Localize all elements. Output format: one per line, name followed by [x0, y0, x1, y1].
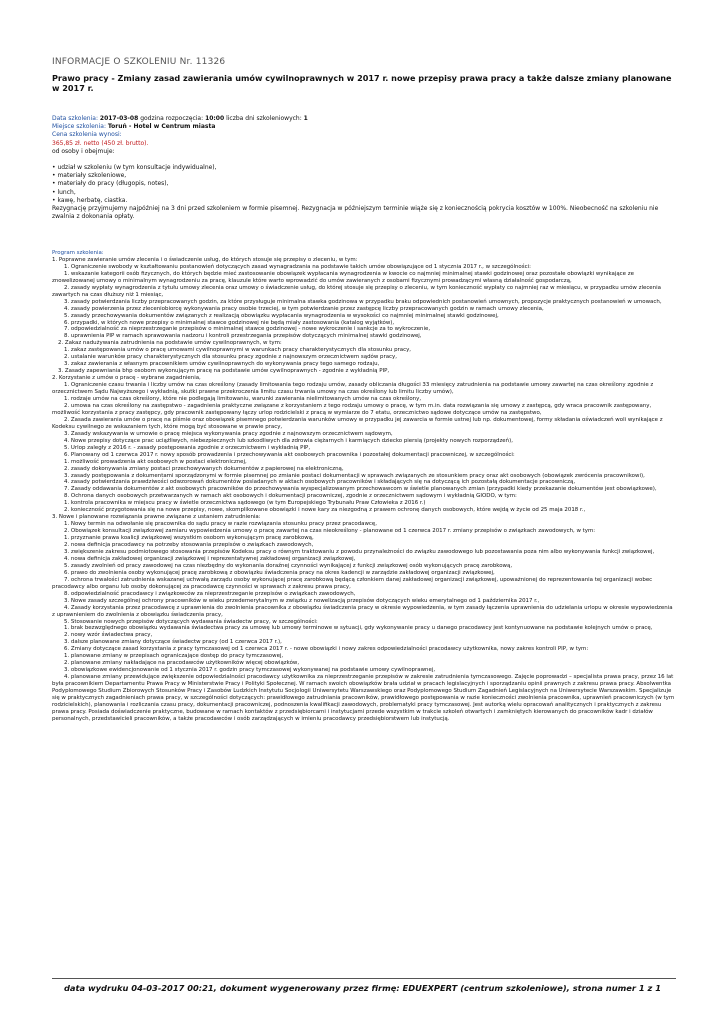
program-line: 8. Ochrona danych osobowych przetwarzanych w ramach akt osobowych i dokumentacji pracowniczej, zgodnie z orzecznictwem sądowym i wykładnią GIODO, w tym: [64, 493, 517, 500]
program-line: 2. nowy wzór świadectwa pracy, [64, 632, 153, 639]
print-footer: data wydruku 04-03-2017 00:21, dokument wygenerowany przez firmę: EDUEXPERT (centrum szkoleniowe), strona numer 1 z 1 [63, 983, 661, 993]
program-line: 1. Ograniczenie swobody w kształtowaniu postanowień dotyczących zasad wynagradzania na podstawie takich umów obowiązujące od 1 stycznia 2017 r., w szczególności: [64, 263, 531, 270]
program-line: 2. umowa na czas określony na zastępstwo - zagadnienia praktyczne związane z korzystaniem z tego rodzaju umowy o pracę, w tym m.in. data rozwiązania się umowy z zastępcą, gdy wraca pracownik zastępowany, możliwość korzystania z pracy zastępcy, gdy pracownik zastępowany łączy urlop rodzicielski z pracą w wymiarze do 7 etatu, orzecznictwo sądowe dotyczące umów na zastępstwo, [52, 402, 652, 416]
program-line: 2. planowane zmiany nakładające na pracodawców użytkowników więcej obowiązków, [64, 660, 300, 667]
place-label: Miejsce szkolenia: [52, 123, 106, 131]
cancellation-policy: Rezygnację przyjmujemy najpóźniej na 3 dni przed szkoleniem w formie pisemnej. Rezygnacja w późniejszym terminie wiąże się z koniecznością pokrycia kosztów w 100%. Nieobecność na szkoleniu nie zwalnia z dokonania opłaty. [52, 205, 659, 221]
program-line: 8. odpowiedzialność pracodawcy i związkowców za nieprzestrzeganie przepisów o związkach zawodowych, [64, 590, 356, 597]
program-line: 5. Stosowanie nowych przepisów dotyczących wydawania świadectw pracy, w szczególności: [64, 618, 318, 625]
program-line: 2. zasady dokonywania zmiany postaci przechowywanych dokumentów z papierowej na elektroniczną, [64, 465, 344, 472]
program-line: 7. odpowiedzialność za nieprzestrzeganie przepisów o minimalnej stawce godzinowej - nowe wykroczenie i sankcje za to wykroczenie, [64, 326, 431, 333]
program-line: 4. planowane zmiany przewidujące zwiększenie odpowiedzialności pracodawcy użytkownika za nieprzestrzeganie przepisów w zakresie zatrudnienia tymczasowego. Zajęcie poprowadzi – specjalista prawa pracy, przez 16 lat była pracownikiem Departamentu Prawa Pracy w Ministerstwie Pracy i Polityki Społecznej. W ramach swoich obowiązków brała udział w pracach legislacyjnych i sporządzaniu opinii prawnych z zakresu prawa pracy. Absolwentka Podyplomowego Studium Zbiorowych Stosunków Pracy i Zasobów Ludzkich Instytutu Socjologii Uniwersytetu Warszawskiego oraz Podyplomowego Studium Zagadnień Legislacyjnych na Uniwersytecie Warszawskim. Specjalizuje się w praktycznych zagadnieniach prawa pracy, w szczególności dotyczących: prawidłowego zatrudniania pracowników, prawidłowego postępowania w razie konieczności zwolnienia pracownika, uprawnień pracowniczych (w tym rodzicielskich), planowania i rozliczania czasu pracy, dokumentacji pracowniczej, podnoszenia kwalifikacji zawodowych, problematyki pracy tymczasowej. Jest autorką wielu opracowań analitycznych i praktycznych z zakresu prawa pracy. Posiada doświadczenie praktyczne, budowane w ramach kontaktów z przedsiębiorcami i instytucjami przede wszystkim w trakcie szkoleń otwartych i zamkniętych kierowanych do pracowników kadr i działów personalnych, przedstawicieli pracowników, a także pracodawców i osób zarządzających w imieniu pracodawcy przedsiębiorstwem lub instytucją. [52, 674, 675, 722]
program-line: 4. zasady powierzenia przez zleceniobiorcę wykonywania pracy osobie trzeciej, w tym potwierdzanie przez zastępcę liczby przepracowanych godzin w ramach umowy zlecenia, [64, 305, 544, 312]
program-line: 7. ochrona trwałości zatrudnienia wskazanej uchwałą zarządu osoby wykonującej pracę zarobkową będącą członkiem danej zakładowej organizacji związkowej, upoważnionej do reprezentowania tej organizacji wobec pracodawcy albo organu lub osoby dokonującej za pracodawcę czynności w sprawach z zakresu prawa pracy, [52, 576, 653, 590]
place-value: Toruń - Hotel w Centrum miasta [107, 123, 216, 131]
program-line: 3. zasady potwierdzania liczby przepracowanych godzin, za które przysługuje minimalna stawka godzinowa w przypadku braku odpowiednich postanowień umownych, propozycje praktycznych postanowień w umowach, [64, 298, 662, 305]
program-line: 5. Urlop zaległy z 2016 r. - zasady postępowania zgodnie z orzecznictwem i wykładnią PIP, [64, 444, 311, 451]
price-label: Cena szkolenia wynosi: [52, 131, 122, 139]
program-line: 6. Planowany od 1 czerwca 2017 r. nowy sposób prowadzenia i przechowywania akt osobowych pracownika i pozostałej dokumentacji pracowniczej, w szczególności: [64, 451, 515, 458]
program-line: 1. Ograniczenie czasu trwania i liczby umów na czas określony (zasady limitowania tego rodzaju umów, zasady obliczania długości 33 miesięcy zatrudnienia na podstawie umowy zawartej na czas określony zgodnie z orzecznictwem Sądu Najwyższego i wykładnią, skutki prawne przekroczenia limitu czasu trwania umowy na czas określony lub limitu liczby umów), [52, 382, 654, 396]
program-line: 3. zasady postępowania z dokumentami sporządzonymi w formie pisemnej po zmianie postaci dokumentacji w sprawach związanych ze stosunkiem pracy oraz akt osobowych (obowiązek zwrócenia pracownikowi), [64, 472, 645, 479]
program-line: 2. Zakaz nadużywania zatrudnienia na podstawie umów cywilnoprawnych, w tym: [58, 340, 282, 347]
start-label: godzina rozpoczęcia: [140, 115, 204, 122]
training-number-heading: INFORMACJE O SZKOLENIU Nr. 11326 [52, 57, 226, 67]
program-line: 8. uprawnienia PIP w ramach sprawowania nadzoru i kontroli przestrzegania przepisów dotyczących minimalnej stawki godzinowej, [64, 333, 422, 340]
program-line: 1. zakaz zastępowania umów o pracę umowami cywilnoprawnymi w warunkach pracy charakterystycznych dla stosunku pracy, [64, 347, 412, 354]
program-line: 2. Zasada zawierania umów o pracę na piśmie oraz obowiązek pisemnego potwierdzania warunków umowy w przypadku jej zawarcia w formie ustnej lub np. dokumentowej, formy składania oświadczeń woli wynikające z Kodeksu cywilnego ze wskazaniem tych, które mogą być stosowane w prawie pracy, [52, 416, 663, 430]
program-section [52, 250, 676, 723]
program-line: 1. możliwość prowadzenia akt osobowych w postaci elektronicznej, [64, 458, 247, 465]
program-line: 1. rodzaje umów na czas określony, które nie podlegają limitowaniu, warunki zawierania nielimitowanych umów na czas określony, [64, 396, 422, 403]
date-row [52, 115, 676, 123]
program-line: 3. Nowe zasady szczególnej ochrony pracowników w wieku przedemerytalnym w związku z nowelizacją przepisów dotyczących wieku emerytalnego od 1 października 2017 r., [64, 597, 540, 604]
program-line: 2. nowa definicja pracodawcy na potrzeby stosowania przepisów o związkach zawodowych, [64, 542, 314, 549]
training-details [52, 115, 676, 221]
program-line: 2. zasady wypłaty wynagrodzenia z tytułu umowy zlecenia oraz umowy o świadczenie usług, do której stosuje się przepisy o zleceniu, w tym konieczność wypłaty co najmniej raz w miesiącu, w przypadku umów zlecenia zawartych na czas dłuższy niż 1 miesiąc, [52, 284, 661, 298]
program-line: 6. prawo do zwolnienia osoby wykonującej pracę zarobkową z obowiązku świadczenia pracy na okres kadencji w zarządzie zakładowej organizacji związkowej, [64, 569, 495, 576]
price-value: 365,85 zł. netto (450 zł. brutto). [52, 139, 149, 147]
program-line: 4. Nowe przepisy dotyczące prac uciążliwych, niebezpiecznych lub szkodliwych dla zdrowia ciężarnych i karmiących dziecko piersią (projekty nowych rozporządzeń), [64, 437, 513, 444]
program-line: 7. Zasady oddawania dokumentów z akt osobowych pracowników do przechowywania wyspecjalizowanym przechowawcom w świetle planowanych zmian (przypadki kiedy przekazanie dokumentów jest obowiązkowe), [64, 486, 657, 493]
days-value: 1 [303, 115, 308, 122]
start-value: 10:00 [205, 115, 225, 122]
program-line: 3. Nowe i planowane rozwiązania prawne związane z ustaniem zatrudnienia: [52, 514, 261, 521]
includes-intro: od osoby i obejmuje: [52, 147, 115, 155]
program-line: 6. Zmiany dotyczące zasad korzystania z pracy tymczasowej od 1 czerwca 2017 r. - nowe obowiązki i nowy zakres odpowiedzialności pracodawcy użytkownika, nowy zakres kontroli PIP, w tym: [64, 646, 589, 653]
program-line: 1. brak bezwzględnego obowiązku wydawania świadectwa pracy za umowę lub umowy terminowe w sytuacji, gdy wykonywanie pracy u danego pracodawcy jest kontynuowane na podstawie kolejnych umów o pracę, [64, 625, 653, 632]
date-value: 2017-03-08 [99, 115, 139, 122]
program-line: 3. zakaz zawierania z własnym pracownikiem umów cywilnoprawnych do wykonywania pracy tego samego rodzaju, [64, 361, 380, 368]
includes-item: • kawę, herbatę, ciastka. [52, 196, 128, 204]
includes-item: • lunch, [52, 188, 76, 196]
includes-item: • materiały szkoleniowe, [52, 172, 127, 180]
date-label: Data szkolenia: [52, 115, 98, 122]
program-line: 1. przyznanie prawa koalicji związkowej wszystkim osobom wykonującym pracę zarobkową, [64, 535, 314, 542]
days-label: liczba dni szkoleniowych: [226, 115, 302, 122]
program-line: 2. ustalanie warunków pracy charakterystycznych dla stosunku pracy zgodnie z najnowszym orzecznictwem sądów pracy, [64, 354, 397, 361]
program-line: 2. Obowiązek konsultacji związkowej zamiaru wypowiedzenia umowy o pracę zawartej na czas nieokreślony - planowane od 1 czerwca 2017 r. zmiany przepisów o związkach zawodowych, w tym: [64, 528, 596, 535]
program-line: 5. zasady przechowywania dokumentów związanych z realizacją obowiązku wypłacania wynagrodzenia w wysokości co najmniej minimalnej stawki godzinowej, [64, 312, 499, 319]
program-line: 5. zasady zwolnień od pracy zawodowej na czas niezbędny do wykonania doraźnej czynności wynikającej z funkcji związkowej osób wykonujących pracę zarobkową, [64, 562, 513, 569]
program-line: 1. Poprawne zawieranie umów zlecenia i o świadczenie usług, do których stosuje się przepisy o zleceniu, w tym: [52, 256, 358, 263]
program-line: 3. Zasady zapewniania bhp osobom wykonującym pracę na podstawie umów cywilnoprawnych - zgodnie z wykładnią PIP, [58, 368, 390, 375]
training-subject-title: Prawo pracy - Zmiany zasad zawierania umów cywilnoprawnych w 2017 r. nowe przepisy prawa pracy a także dalsze zmiany planowane w 2017 r. [52, 73, 672, 94]
program-line: 1. Nowy termin na odwołanie się pracownika do sądu pracy w razie rozwiązania stosunku pracy przez pracodawcę, [64, 521, 377, 528]
program-line: 4. Zasady korzystania przez pracodawcę z uprawnienia do zwolnienia pracownika z obowiązku świadczenia pracy w okresie wypowiedzenia, w tym zasady łączenia uprawnienia do udzielania urlopu w okresie wypowiedzenia z uprawnieniem do zwolnienia z obowiązku świadczenia pracy, [52, 604, 673, 618]
program-line: 3. obowiązkowe ewidencjonowanie od 1 stycznia 2017 r. godzin pracy tymczasowej wykonywanej na podstawie umowy cywilnoprawnej, [64, 667, 436, 674]
program-line: 6. przypadki, w których nowe przepisy o minimalnej stawce godzinowej nie będą miały zastosowania (katalog wyjątków), [64, 319, 395, 326]
program-line: 4. nowa definicja zakładowej organizacji związkowej i reprezentatywnej zakładowej organizacji związkowej, [64, 555, 356, 562]
program-line: 1. planowane zmiany w przepisach ograniczające dostęp do pracy tymczasowej, [64, 653, 284, 660]
program-line: 1. wskazanie kategorii osób fizycznych, do których będzie mieć zastosowanie obowiązek wypłacania wynagrodzenia w kwocie co najmniej minimalnej stawki godzinowej oraz pozostałe obowiązki wynikające ze znowelizowanej umowy o minimalnym wynagrodzeniu za pracę, klauzule które warto wprowadzić do umów zawieranych z osobami fizycznymi prowadzącymi własną działalność gospodarczą, [52, 270, 634, 284]
program-label: Program szkolenia: [52, 250, 104, 256]
includes-item: • udział w szkoleniu (w tym konsultacje indywidualne), [52, 164, 217, 172]
footer-divider [52, 978, 676, 979]
program-line: 2. konieczność przygotowania się na nowe przepisy, nowe, skomplikowane obowiązki i nowe kary za niezgodną z prawem ochronę danych osobowych, które wejdą w życie od 25 maja 2018 r., [64, 507, 586, 514]
program-line: 3. dalsze planowane zmiany dotyczące świadectw pracy (od 1 czerwca 2017 r.), [64, 639, 282, 646]
program-list [52, 257, 676, 723]
includes-item: • materiały do pracy (długopis, notes), [52, 180, 169, 188]
program-line: 1. kontrola pracownika w miejscu pracy w świetle orzecznictwa sądowego (w tym Europejskiego Trybunału Praw Człowieka z 2016 r.) [64, 500, 426, 507]
program-line: 3. Zasady wskazywania w umowie o pracę miejsca wykonywania pracy zgodnie z najnowszym orzecznictwem sądowym, [64, 430, 393, 437]
program-line: 2. Korzystanie z umów o pracę - wybrane zagadnienia, [52, 375, 201, 382]
program-line: 4. zasady potwierdzania prawdziwości odwzorowań dokumentów posiadanych w aktach osobowych pracowników i składających się na dotyczącą ich pozostałą dokumentacje pracowniczą, [64, 479, 576, 486]
place-row [52, 123, 676, 131]
program-line: 3. zwiększenie zakresu podmiotowego stosowania przepisów Kodeksu pracy o równym traktowaniu z powodu przynależności do związku zawodowego lub pozostawania poza nim albo wykonywania funkcji związkowej, [64, 548, 655, 555]
